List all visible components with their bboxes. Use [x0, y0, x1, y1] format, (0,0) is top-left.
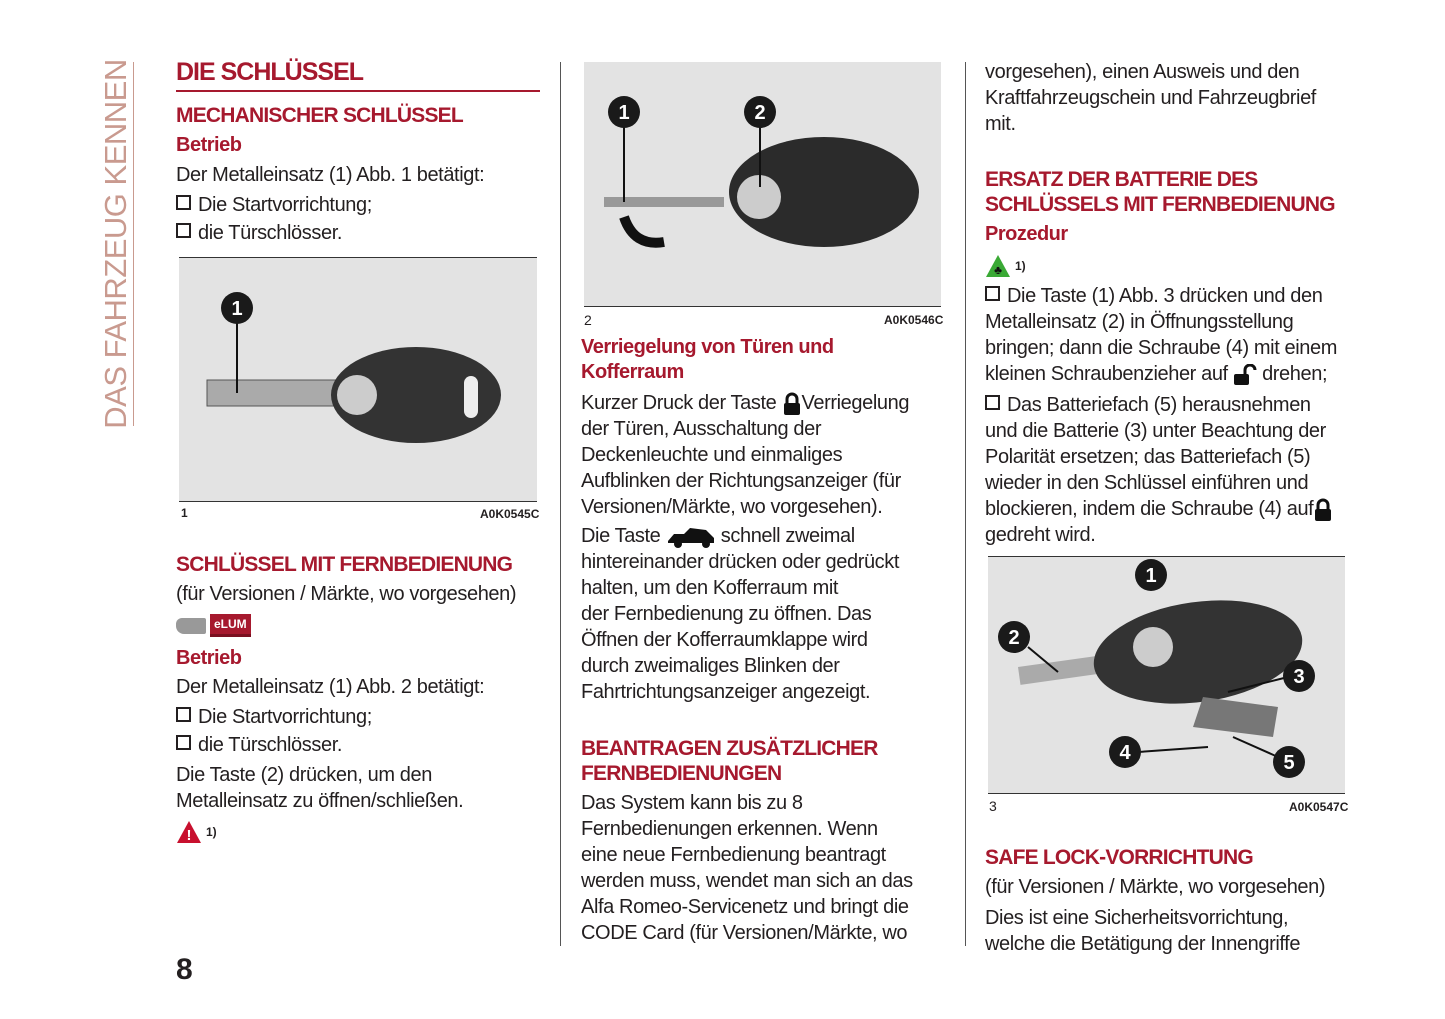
- figure-1-key-image: [179, 257, 537, 502]
- line: halten, um den Kofferraum mit: [581, 577, 839, 599]
- figure-number: 1: [181, 506, 188, 520]
- section-heading: [985, 167, 1335, 217]
- line: eine neue Fernbedienung beantragt: [581, 844, 886, 866]
- subheading: Prozedur: [985, 223, 1068, 245]
- section-heading: SAFE LOCK-VORRICHTUNG: [985, 846, 1253, 869]
- paragraph: (für Versionen / Märkte, wo vorgesehen): [176, 583, 517, 605]
- section-heading: MECHANISCHER SCHLÜSSEL: [176, 104, 463, 127]
- line: Öffnen der Kofferraumklappe wird: [581, 629, 868, 651]
- environment-reference: [985, 254, 1026, 278]
- list-item: [985, 392, 1355, 548]
- line: Versionen/Märkte, wo vorgesehen).: [581, 496, 883, 518]
- line: Die Taste (1) Abb. 3 drücken und den: [985, 283, 1355, 309]
- battery-replacement-illustration: [988, 557, 1345, 793]
- line: Fahrtrichtungsanzeiger angezeigt.: [581, 681, 871, 703]
- paragraph: [985, 59, 1316, 137]
- line: mit.: [985, 113, 1016, 135]
- line: der Fernbedienung zu öffnen. Das: [581, 603, 872, 625]
- subheading: [581, 335, 834, 385]
- footnote-ref: 1): [206, 825, 217, 839]
- line: und die Batterie (3) unter Beachtung der: [985, 420, 1326, 442]
- line: bringen; dann die Schraube (4) mit einem: [985, 337, 1337, 359]
- line: ERSATZ DER BATTERIE DES: [985, 168, 1258, 191]
- section-heading: [581, 736, 878, 786]
- figure-code: A0K0545C: [480, 507, 540, 521]
- callout-2: 2: [754, 102, 766, 124]
- figure-number: 3: [989, 798, 997, 814]
- figure-code: A0K0546C: [884, 313, 944, 327]
- line: vorgesehen), einen Ausweis und den: [985, 61, 1300, 83]
- line: gedreht wird.: [985, 524, 1096, 546]
- icon-row: [176, 614, 251, 637]
- subheading: Betrieb: [176, 647, 242, 669]
- line: Aufblinken der Richtungsanzeiger (für: [581, 470, 901, 492]
- line: Die Taste (2) drücken, um den: [176, 764, 432, 786]
- trunk-car-icon: [666, 526, 716, 548]
- subheading: Betrieb: [176, 134, 242, 156]
- text: blockieren, indem die Schraube (4) auf: [985, 498, 1314, 520]
- remote-key-illustration: [584, 62, 941, 306]
- environment-tree-icon: [985, 254, 1011, 278]
- paragraph: Der Metalleinsatz (1) Abb. 1 betätigt:: [176, 164, 485, 186]
- footnote-ref: 1): [1015, 259, 1026, 273]
- text: Die Taste: [581, 525, 661, 547]
- elum-badge: eLUM: [210, 614, 251, 637]
- paragraph: (für Versionen / Märkte, wo vorgesehen): [985, 876, 1326, 898]
- page-number: 8: [176, 953, 193, 986]
- line: hintereinander drücken oder gedrückt: [581, 551, 900, 573]
- unlock-icon: [1233, 364, 1257, 386]
- figure-code: A0K0547C: [1289, 800, 1349, 814]
- line: Das System kann bis zu 8: [581, 792, 803, 814]
- callout-4: 4: [1119, 742, 1131, 764]
- side-divider: [133, 62, 134, 426]
- list-item: Die Startvorrichtung;: [176, 192, 372, 218]
- warning-triangle-icon: [176, 820, 202, 844]
- section-heading: SCHLÜSSEL MIT FERNBEDIENUNG: [176, 553, 513, 576]
- column-divider: [560, 62, 561, 946]
- side-label-text: DAS FAHRZEUG KENNEN: [98, 59, 133, 429]
- paragraph: [985, 905, 1300, 957]
- text: Kurzer Druck der Taste: [581, 392, 777, 414]
- callout-1: 1: [618, 102, 630, 124]
- text: schnell zweimal: [720, 525, 855, 547]
- text: Verriegelung: [801, 392, 910, 414]
- paragraph: [581, 790, 913, 946]
- lock-icon: [1313, 498, 1333, 522]
- column-divider: [965, 62, 966, 946]
- svg-text:!: !: [186, 827, 192, 844]
- list-item: Die Startvorrichtung;: [176, 704, 372, 730]
- svg-text:1: 1: [231, 298, 243, 320]
- paragraph: [176, 762, 463, 814]
- figure-3-battery-replacement-image: [988, 556, 1345, 794]
- mechanical-key-illustration: [179, 258, 537, 501]
- line: FERNBEDIENUNGEN: [581, 762, 782, 785]
- list-item: die Türschlösser.: [176, 732, 342, 758]
- figure-number: 2: [584, 312, 592, 328]
- callout-3: 3: [1293, 666, 1305, 688]
- line: Kraftfahrzeugschein und Fahrzeugbrief: [985, 87, 1316, 109]
- title-underline: [176, 90, 540, 92]
- list-item: die Türschlösser.: [176, 220, 342, 246]
- paragraph: [581, 523, 951, 705]
- side-section-label: [96, 59, 136, 429]
- line: Das Batteriefach (5) herausnehmen: [985, 392, 1355, 418]
- line: Metalleinsatz zu öffnen/schließen.: [176, 790, 464, 812]
- text: drehen;: [1262, 363, 1328, 385]
- text: kleinen Schraubenzieher auf: [985, 363, 1228, 385]
- callout-1: 1: [1145, 565, 1157, 587]
- line: Alfa Romeo-Servicenetz und bringt die: [581, 896, 909, 918]
- paragraph: Der Metalleinsatz (1) Abb. 2 betätigt:: [176, 676, 485, 698]
- warning-reference: [176, 820, 217, 844]
- callout-2: 2: [1008, 627, 1020, 649]
- callout-5: 5: [1283, 752, 1295, 774]
- figure-2-remote-key-image: [584, 62, 941, 307]
- line: SCHLÜSSELS MIT FERNBEDIENUNG: [985, 193, 1335, 216]
- line: Fernbedienungen erkennen. Wenn: [581, 818, 878, 840]
- line: CODE Card (für Versionen/Märkte, wo: [581, 922, 908, 944]
- line: der Türen, Ausschaltung der: [581, 418, 822, 440]
- paragraph: [581, 390, 951, 520]
- svg-text:♣: ♣: [994, 263, 1002, 277]
- line: Deckenleuchte und einmaliges: [581, 444, 843, 466]
- line: Verriegelung von Türen und: [581, 336, 834, 358]
- line: Kofferraum: [581, 361, 684, 383]
- list-item: [985, 283, 1355, 387]
- page-title: DIE SCHLÜSSEL: [176, 58, 364, 86]
- line: BEANTRAGEN ZUSÄTZLICHER: [581, 737, 878, 760]
- line: werden muss, wendet man sich an das: [581, 870, 913, 892]
- lock-icon: [782, 392, 802, 416]
- line: Polarität ersetzen; das Batteriefach (5): [985, 446, 1311, 468]
- line: wieder in den Schlüssel einführen und: [985, 472, 1309, 494]
- line: durch zweimaliges Blinken der: [581, 655, 840, 677]
- line: Dies ist eine Sicherheitsvorrichtung,: [985, 907, 1289, 929]
- line: welche die Betätigung der Innengriffe: [985, 933, 1301, 955]
- pointing-hand-icon: [176, 618, 206, 634]
- line: Metalleinsatz (2) in Öffnungsstellung: [985, 311, 1294, 333]
